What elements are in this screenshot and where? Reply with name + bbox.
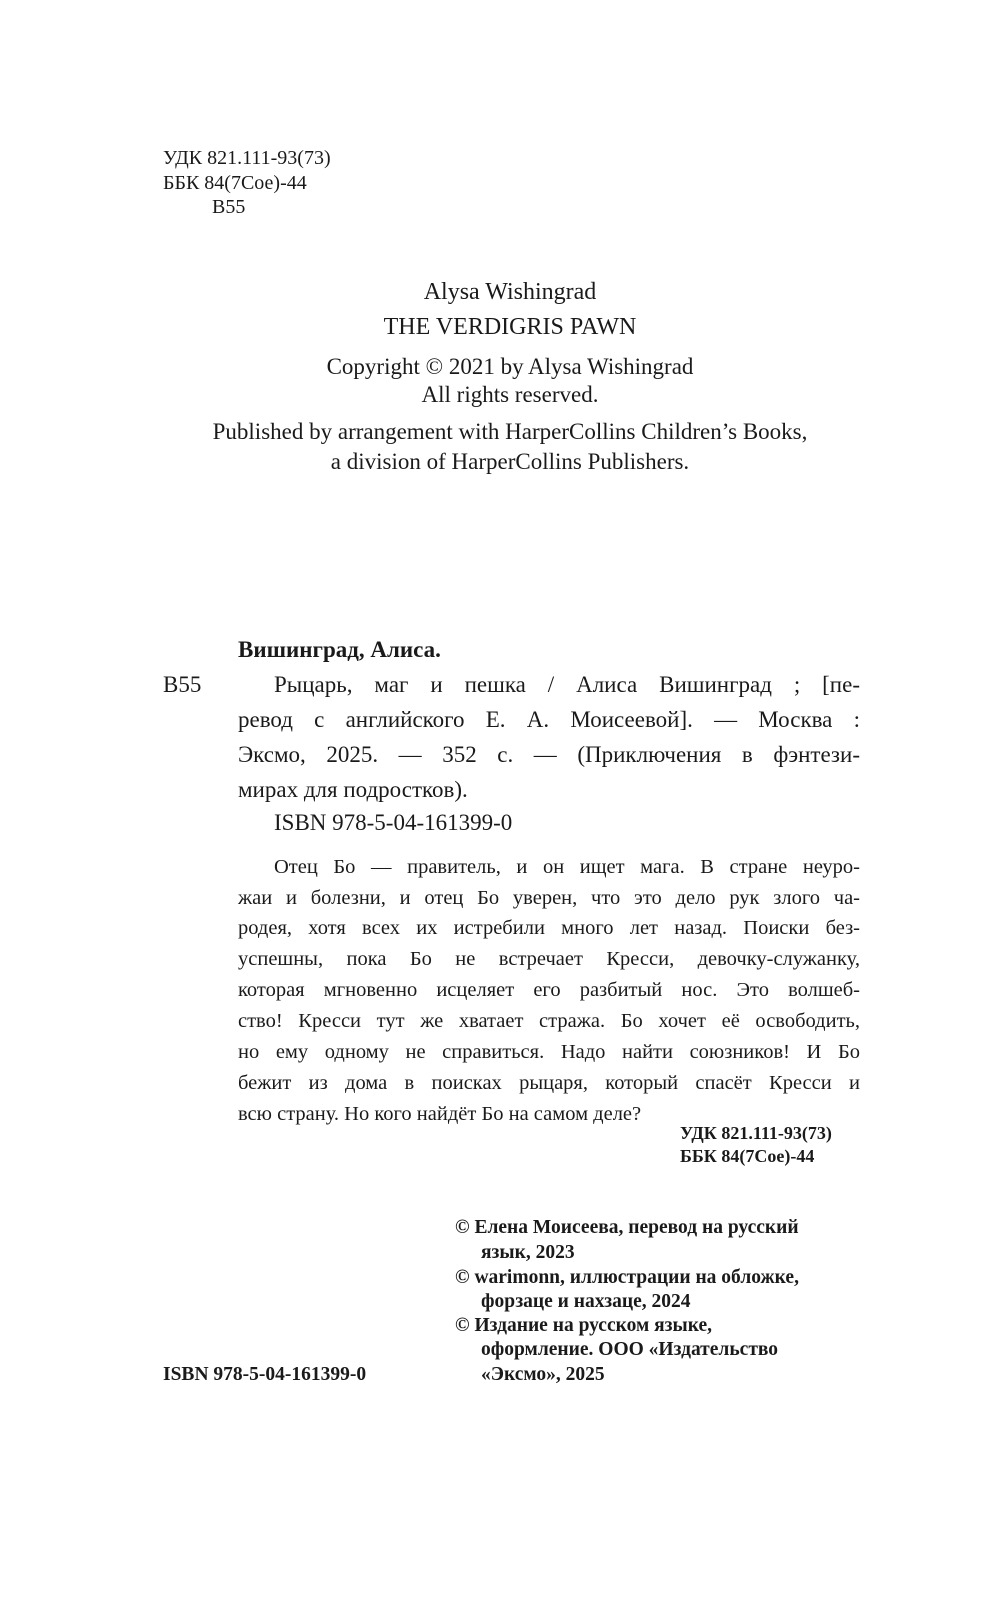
annotation-line: всю страну. Но кого найдёт Бо на самом деле? <box>238 1103 642 1125</box>
annotation-line: успешны, пока Бо не встречает Кресси, девочку-служанку, <box>238 948 860 970</box>
udk-code: УДК 821.111-93(73) <box>163 147 331 169</box>
udk-code-bottom: УДК 821.111-93(73) <box>680 1123 832 1143</box>
copyright-notice: форзаце и нахзаце, 2024 <box>481 1291 691 1312</box>
bib-line: мирах для подростков). <box>238 777 468 802</box>
publisher-line-2: a division of HarperCollins Publishers. <box>330 449 690 474</box>
publisher-line-1: Published by arrangement with HarperCollins Children’s Books, <box>212 419 808 444</box>
annotation-line: которая мгновенно исцеляет его разбитый нос. Это волшеб- <box>238 979 860 1001</box>
bib-line: Рыцарь, маг и пешка / Алиса Вишинград ; [пе- <box>274 672 860 697</box>
author-sign: В55 <box>212 196 246 218</box>
annotation-line: родея, хотя всех их истребили много лет назад. Поиски без- <box>238 917 860 939</box>
bib-line: ревод с английского Е. А. Моисеевой]. — Москва : <box>238 707 860 732</box>
bib-code: В55 <box>163 672 202 697</box>
original-author: Alysa Wishingrad <box>423 279 597 305</box>
copyright-notice: © Издание на русском языке, <box>455 1315 713 1336</box>
rights-line: All rights reserved. <box>421 382 599 407</box>
annotation-line: ство! Кресси тут же хватает стража. Бо хочет её освободить, <box>238 1010 860 1032</box>
copyright-notice: © warimonn, иллюстрации на обложке, <box>455 1267 799 1288</box>
copyright-notice: «Эксмо», 2025 <box>481 1364 605 1385</box>
bbk-code: ББК 84(7Сое)-44 <box>163 172 307 194</box>
isbn-bottom: ISBN 978-5-04-161399-0 <box>163 1364 367 1385</box>
annotation-line: бежит из дома в поисках рыцаря, который спасёт Кресси и <box>238 1072 860 1094</box>
annotation-line: Отец Бо — правитель, и он ищет мага. В стране неуро- <box>274 856 860 878</box>
bib-line: Эксмо, 2025. — 352 с. — (Приключения в фэнтези- <box>238 742 860 767</box>
annotation-line: жаи и болезни, и отец Бо уверен, что это дело рук злого ча- <box>238 887 860 909</box>
bbk-code-bottom: ББК 84(7Сое)-44 <box>680 1146 815 1166</box>
copyright-notice: язык, 2023 <box>481 1242 575 1263</box>
annotation-line: но ему одному не справиться. Надо найти союзников! И Бо <box>238 1041 860 1063</box>
bib-isbn: ISBN 978-5-04-161399-0 <box>274 810 513 835</box>
original-title: THE VERDIGRIS PAWN <box>383 314 637 340</box>
copyright-notice: оформление. ООО «Издательство <box>481 1339 779 1360</box>
bib-heading: Вишинград, Алиса. <box>238 637 441 662</box>
copyright-notice: © Елена Моисеева, перевод на русский <box>455 1217 799 1238</box>
copyright-line: Copyright © 2021 by Alysa Wishingrad <box>326 354 694 379</box>
